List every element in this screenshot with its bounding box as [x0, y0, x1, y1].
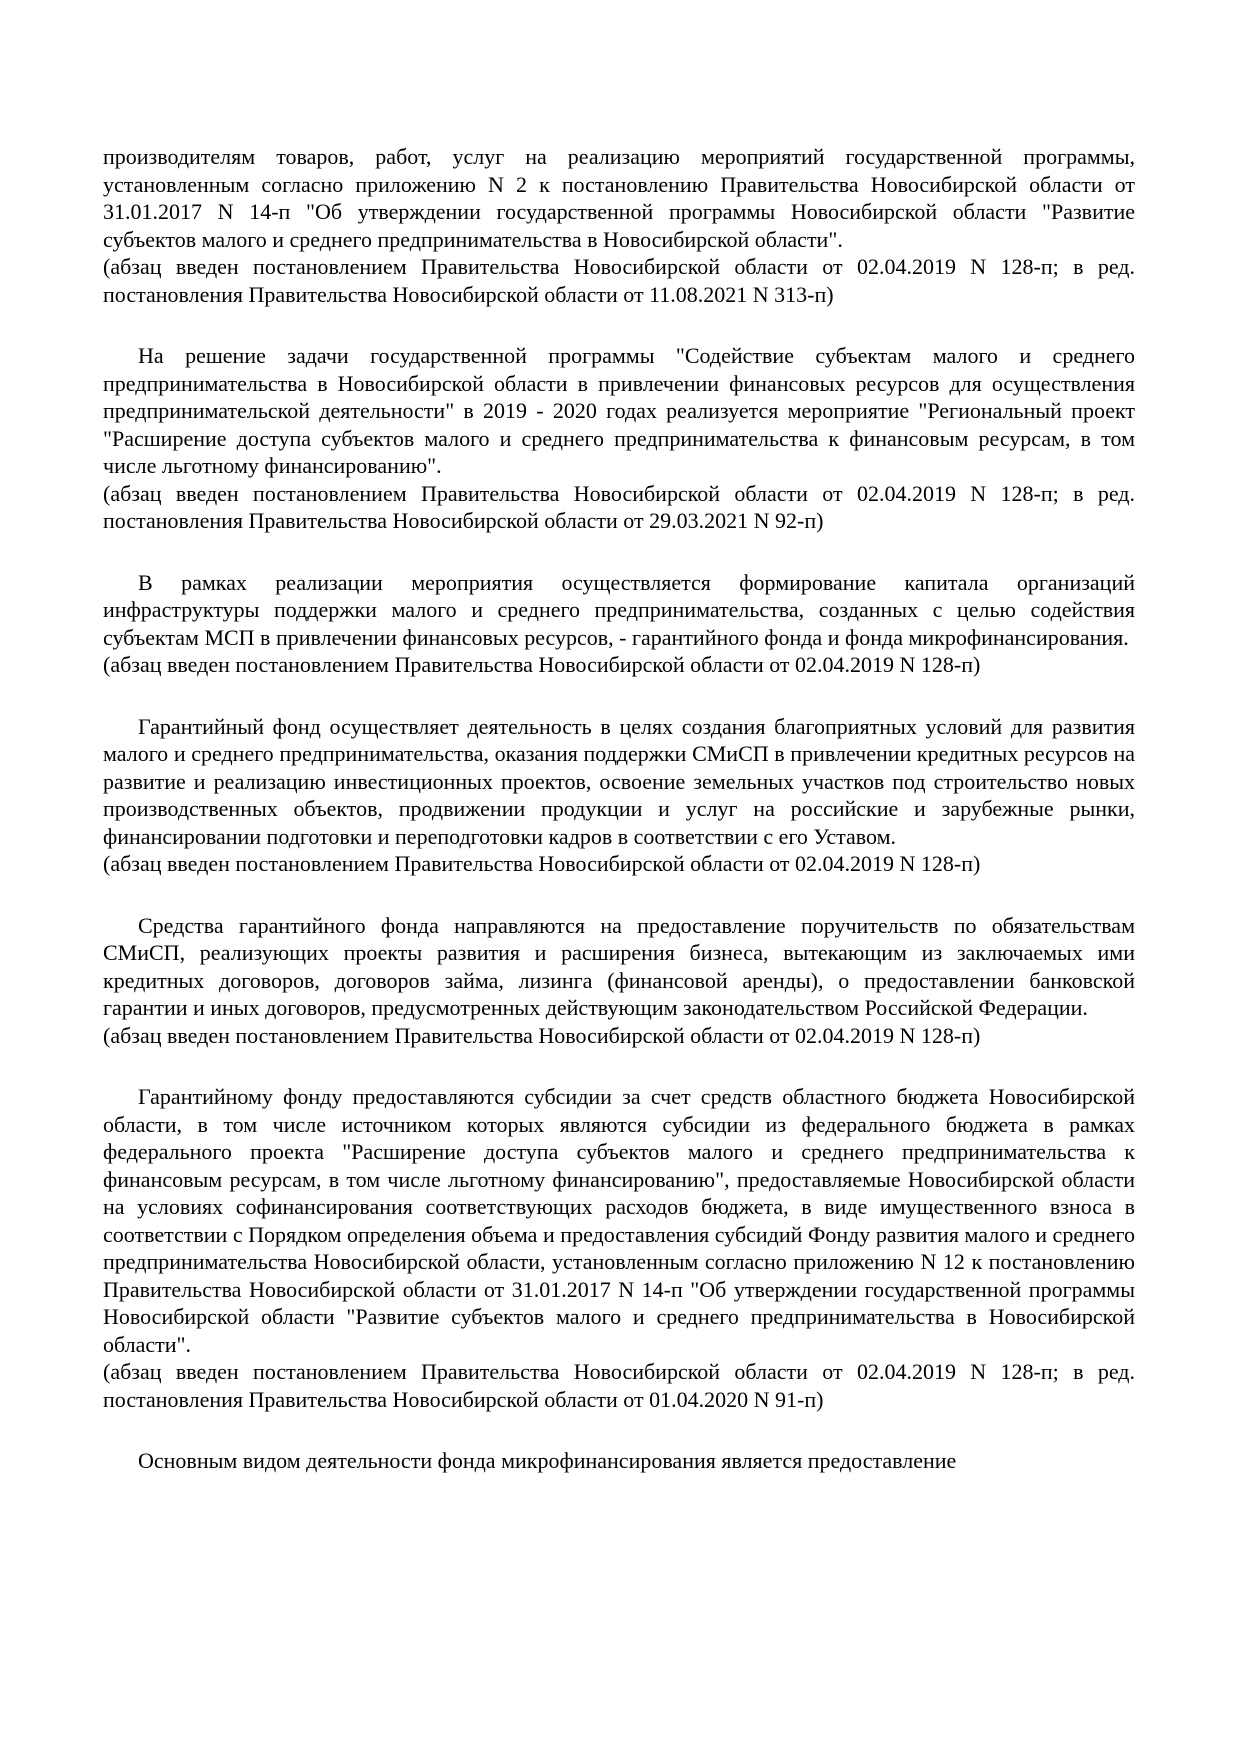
paragraph: В рамках реализации мероприятия осуществляется формирование капитала организаций инфраструктуры поддержки малого и среднего предпринимательства, созданных с целью содействия субъектам МСП в привлечении финансовых ресурсов, - гарантийного фонда и фонда микрофинансирования.: [103, 569, 1135, 650]
amendment-note: (абзац введен постановлением Правительства Новосибирской области от 02.04.2019 N 128-п; в ред. постановления Правительства Новосибирской области от 01.04.2020 N 91-п): [103, 1359, 1135, 1412]
amendment-note: (абзац введен постановлением Правительства Новосибирской области от 02.04.2019 N 128-п): [103, 1022, 981, 1048]
paragraph-block: [103, 1083, 1135, 1413]
paragraph: Средства гарантийного фонда направляются на предоставление поручительств по обязательствам СМиСП, реализующих проекты развития и расширения бизнеса, вытекающим из заключаемых ими кредитных договоров, договоров займа, лизинга (финансовой аренды), о предоставлении банковской гарантии и иных договоров, предусмотренных действующим законодательством Российской Федерации.: [103, 912, 1135, 1020]
paragraph-block: [103, 569, 1135, 679]
paragraph-block: [103, 143, 1135, 308]
amendment-note: (абзац введен постановлением Правительства Новосибирской области от 02.04.2019 N 128-п): [103, 851, 981, 876]
amendment-note: (абзац введен постановлением Правительства Новосибирской области от 02.04.2019 N 128-п; в ред. постановления Правительства Новосибирской области от 11.08.2021 N 313-п): [103, 254, 1135, 307]
paragraph-block: [103, 342, 1135, 535]
amendment-note: (абзац введен постановлением Правительства Новосибирской области от 02.04.2019 N 128-п; в ред. постановления Правительства Новосибирской области от 29.03.2021 N 92-п): [103, 480, 1135, 533]
paragraph: Гарантийному фонду предоставляются субсидии за счет средств областного бюджета Новосибирской области, в том числе источником которых являются субсидии из федерального бюджета в рамках федерального проекта "Расширение доступа субъектов малого и среднего предпринимательства к финансовым ресурсам, в том числе льготному финансированию", предоставляемые Новосибирской области на условиях софинансирования соответствующих расходов бюджета, в виде имущественного взноса в соответствии с Порядком определения объема и предоставления субсидий Фонду развития малого и среднего предпринимательства Новосибирской области, установленным согласно приложению N 12 к постановлению Правительства Новосибирской области от 31.01.2017 N 14-п "Об утверждении государственной программы Новосибирской области "Развитие субъектов малого и среднего предпринимательства в Новосибирской области".: [103, 1084, 1135, 1357]
amendment-note: (абзац введен постановлением Правительства Новосибирской области от 02.04.2019 N 128-п): [103, 652, 981, 677]
paragraph-block: [103, 713, 1135, 878]
paragraph-block: [103, 912, 1135, 1050]
paragraph-block: [103, 1447, 1135, 1475]
document-text-column: [103, 143, 1135, 1509]
paragraph: производителям товаров, работ, услуг на реализацию мероприятий государственной программы, установленным согласно приложению N 2 к постановлению Правительства Новосибирской области от 31.01.2017 N 14-п "Об утверждении государственной программы Новосибирской области "Развитие субъектов малого и среднего предпринимательства в Новосибирской области".: [103, 144, 1135, 252]
paragraph: На решение задачи государственной программы "Содействие субъектам малого и среднего предпринимательства в Новосибирской области в привлечении финансовых ресурсов для осуществления предпринимательской деятельности" в 2019 - 2020 годах реализуется мероприятие "Региональный проект "Расширение доступа субъектов малого и среднего предпринимательства к финансовым ресурсам, в том числе льготному финансированию".: [103, 343, 1135, 478]
paragraph: Основным видом деятельности фонда микрофинансирования является предоставление: [138, 1448, 957, 1473]
paragraph: Гарантийный фонд осуществляет деятельность в целях создания благоприятных условий для развития малого и среднего предпринимательства, оказания поддержки СМиСП в привлечении кредитных ресурсов на развитие и реализацию инвестиционных проектов, освоение земельных участков под строительство новых производственных объектов, продвижении продукции и услуг на российские и зарубежные рынки, финансировании подготовки и переподготовки кадров в соответствии с его Уставом.: [103, 713, 1135, 849]
